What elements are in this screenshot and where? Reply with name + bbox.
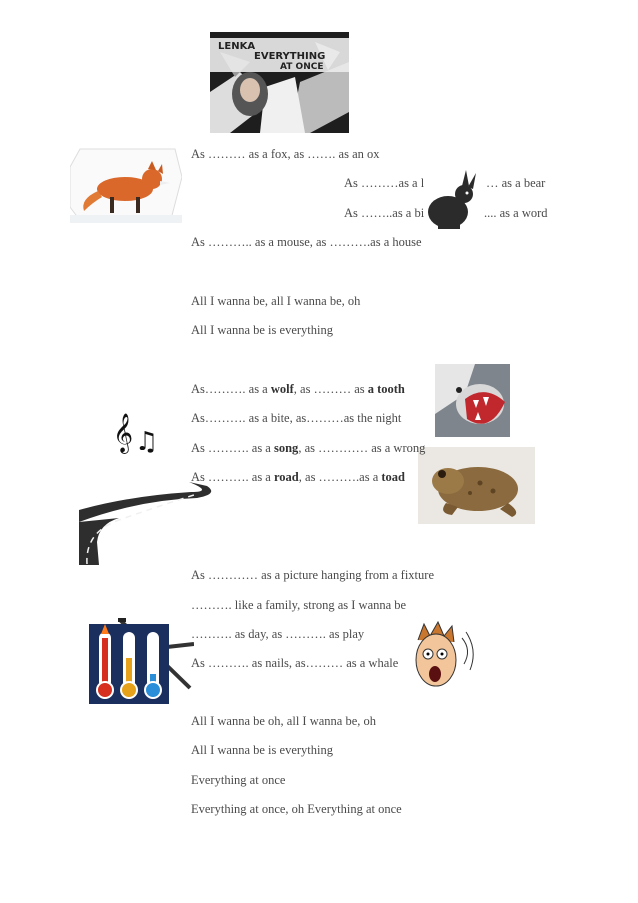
lyric-line-17: Everything at once [191, 773, 286, 787]
lyric-line-3-right: .... as a word [484, 206, 548, 220]
music-notes-icon [113, 408, 163, 458]
lyric-line-9-c: , as ………… as a wrong [298, 441, 426, 455]
lyric-line-14: As ………. as nails, as……… as a whale [191, 656, 399, 670]
svg-text:𝄞: 𝄞 [113, 413, 134, 453]
lyric-line-1: As ……… as a fox, as ……. as an ox [191, 147, 380, 161]
cover-title-1: LENKA [218, 41, 256, 52]
lyric-word-tooth: a tooth [367, 382, 405, 396]
lyric-line-15: All I wanna be oh, all I wanna be, oh [191, 714, 377, 728]
lyric-line-7-a: As………. as a [191, 382, 271, 396]
lyric-word-road: road [273, 470, 299, 484]
lyric-line-8: As………. as a bite, as………as the night [191, 411, 402, 425]
lyric-line-11: As ………… as a picture hanging from a fixture [191, 568, 434, 582]
lyric-line-2-left: As ………as a l [344, 176, 425, 190]
lyric-word-wolf: wolf [270, 382, 294, 396]
lyric-line-9-a: As ………. as a [191, 441, 274, 455]
lyric-word-toad: toad [381, 470, 406, 484]
album-cover-image [210, 32, 349, 133]
lyric-line-2-right: … as a bear [486, 176, 546, 190]
lyric-line-7-c: , as ……… as [293, 382, 368, 396]
cover-title-2: EVERYTHING [254, 51, 326, 62]
lyric-line-13: ………. as day, as ………. as play [191, 627, 365, 641]
lyric-line-12: ………. like a family, strong as I wanna be [191, 598, 407, 612]
lyric-line-9 [191, 440, 425, 456]
lyric-line-10-c: , as ……….as a [298, 470, 382, 484]
lyric-line-10 [191, 469, 405, 485]
lyric-line-5: All I wanna be, all I wanna be, oh [191, 294, 361, 308]
lyric-line-7 [191, 381, 405, 397]
wolf-image [435, 364, 510, 437]
thermometers-image [89, 624, 169, 704]
lyric-line-4: As ……….. as a mouse, as ……….as a house [191, 235, 422, 249]
cover-title-3: AT ONCE [280, 62, 324, 72]
toad-image [418, 447, 535, 524]
hare-image [424, 170, 484, 232]
lyric-word-song: song [273, 441, 299, 455]
fox-image [70, 147, 182, 223]
screaming-face-image [400, 620, 478, 692]
svg-text:♫: ♫ [135, 427, 159, 457]
lyric-line-3-left: As ……..as a bi [344, 206, 425, 220]
lyric-line-18: Everything at once, oh Everything at once [191, 802, 402, 816]
road-image [79, 482, 224, 565]
lyric-line-16: All I wanna be is everything [191, 743, 333, 757]
lyric-line-10-a: As ………. as a [191, 470, 274, 484]
lyric-line-6: All I wanna be is everything [191, 323, 333, 337]
